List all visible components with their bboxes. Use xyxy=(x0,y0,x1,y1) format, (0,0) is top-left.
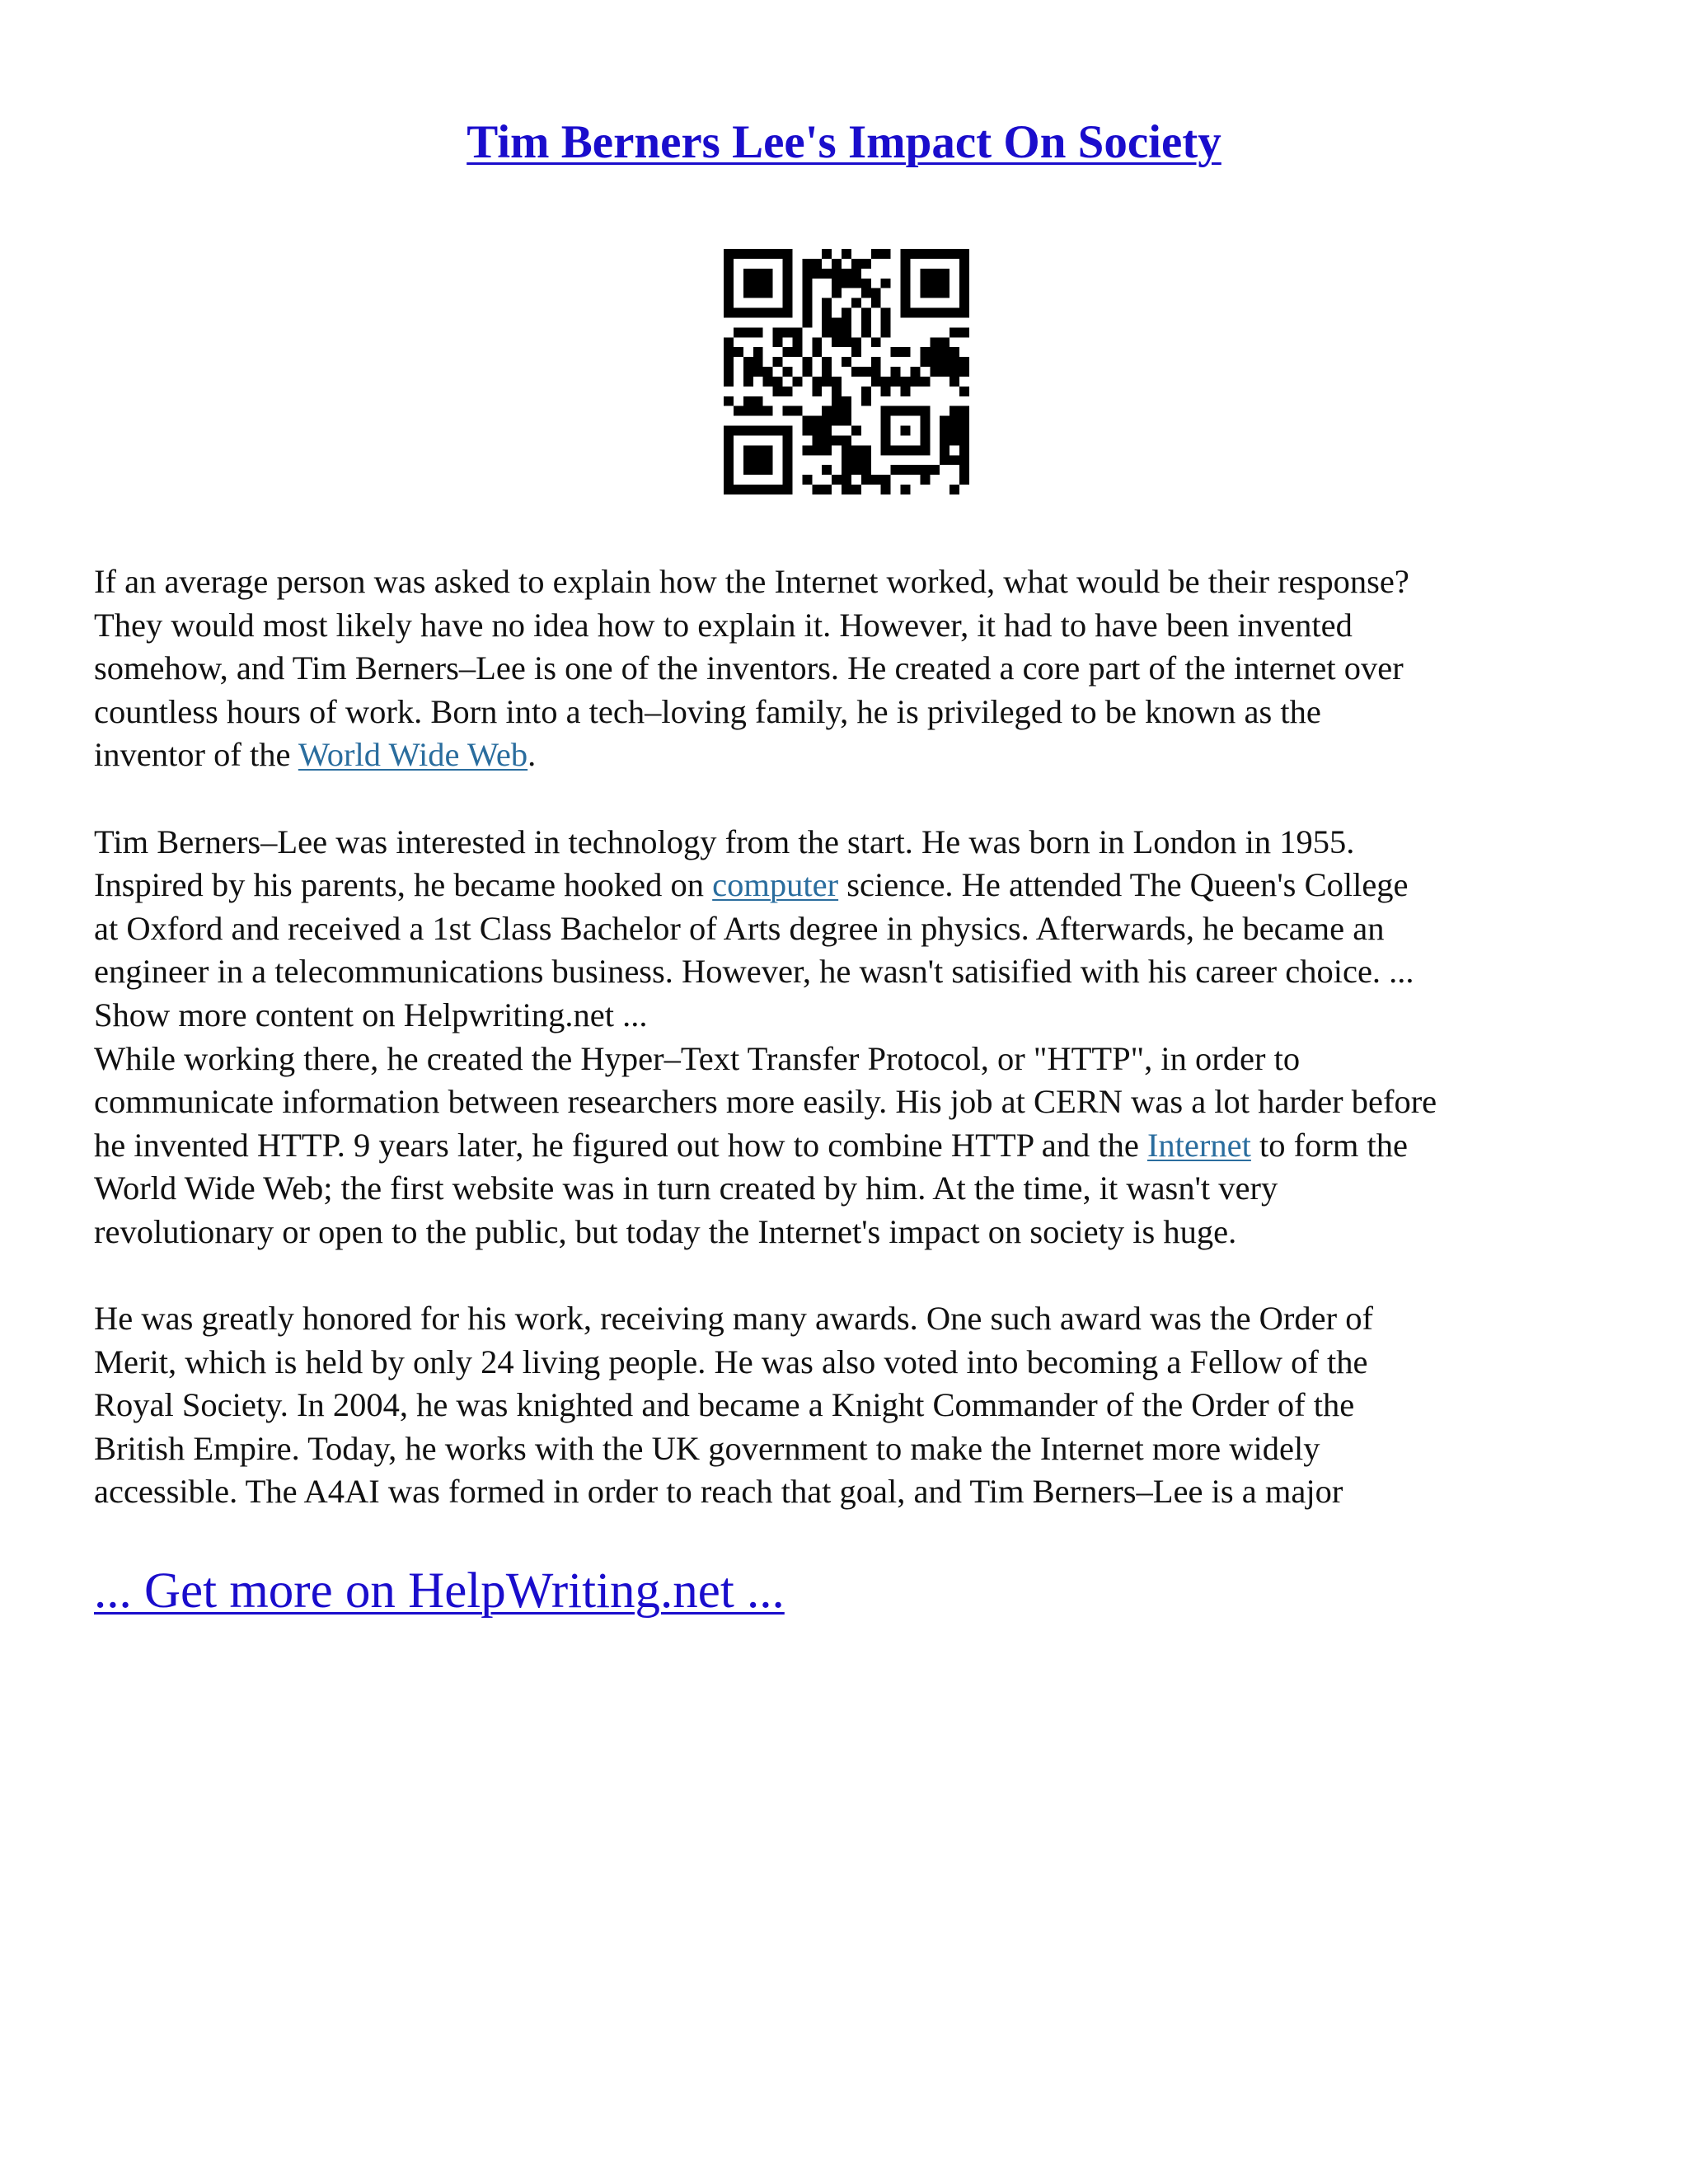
text-line: somehow, and Tim Berners–Lee is one of the inventors. He created a core part of the internet over xyxy=(94,649,1404,687)
text-line: engineer in a telecommunications business. However, he wasn't satisified with his career choice. ... xyxy=(94,953,1414,991)
qr-code-icon xyxy=(724,249,969,494)
text-line: He was greatly honored for his work, receiving many awards. One such award was the Order of xyxy=(94,1300,1373,1338)
text-line: Tim Berners–Lee was interested in technology from the start. He was born in London in 1955. xyxy=(94,823,1355,860)
paragraph-3 xyxy=(94,1297,1611,1514)
text-segment: inventor of the xyxy=(94,736,298,774)
text-segment: to form the xyxy=(1250,1126,1408,1164)
text-line xyxy=(94,864,1611,907)
text-line: communicate information between researchers more easily. His job at CERN was a lot harder before xyxy=(94,1083,1437,1121)
internet-link[interactable]: Internet xyxy=(1146,1126,1251,1164)
text-segment: . xyxy=(528,736,537,774)
text-line: at Oxford and received a 1st Class Bachelor of Arts degree in physics. Afterwards, he became an xyxy=(94,909,1385,947)
text-segment: he invented HTTP. 9 years later, he figured out how to combine HTTP and the xyxy=(94,1126,1147,1164)
text-line: revolutionary or open to the public, but today the Internet's impact on society is huge. xyxy=(94,1212,1237,1250)
show-more-text: Show more content on Helpwriting.net ... xyxy=(94,996,648,1033)
text-line: While working there, he created the Hyper–Text Transfer Protocol, or "HTTP", in order to xyxy=(94,1039,1301,1077)
text-segment: Inspired by his parents, he became hooked on xyxy=(94,866,713,904)
text-line: accessible. The A4AI was formed in order to reach that goal, and Tim Berners–Lee is a major xyxy=(94,1473,1343,1511)
paragraph-gap xyxy=(94,1254,1611,1298)
get-more-link[interactable]: ... Get more on HelpWriting.net ... xyxy=(94,1563,785,1619)
world-wide-web-link[interactable]: World Wide Web xyxy=(298,736,528,774)
text-line xyxy=(94,733,1611,777)
computer-link[interactable]: computer xyxy=(712,866,839,904)
text-line: They would most likely have no idea how to explain it. However, it had to have been invented xyxy=(94,606,1353,644)
text-line: Merit, which is held by only 24 living people. He was also voted into becoming a Fellow of the xyxy=(94,1343,1368,1380)
paragraph-1 xyxy=(94,560,1611,777)
title-link[interactable]: Tim Berners Lee's Impact On Society xyxy=(467,116,1221,168)
text-line: World Wide Web; the first website was in turn created by him. At the time, it wasn't very xyxy=(94,1169,1278,1207)
article-body xyxy=(94,560,1611,1514)
text-line: If an average person was asked to explain how the Internet worked, what would be their response? xyxy=(94,563,1409,600)
paragraph-gap xyxy=(94,777,1611,821)
text-line: countless hours of work. Born into a tech–loving family, he is privileged to be known as the xyxy=(94,692,1321,730)
text-line xyxy=(94,1124,1611,1168)
text-line: Royal Society. In 2004, he was knighted and became a Knight Commander of the Order of the xyxy=(94,1386,1355,1424)
paragraph-2 xyxy=(94,821,1611,1254)
page-title xyxy=(0,114,1688,171)
text-segment: science. He attended The Queen's College xyxy=(838,866,1409,904)
text-line: British Empire. Today, he works with the UK government to make the Internet more widely xyxy=(94,1429,1320,1467)
